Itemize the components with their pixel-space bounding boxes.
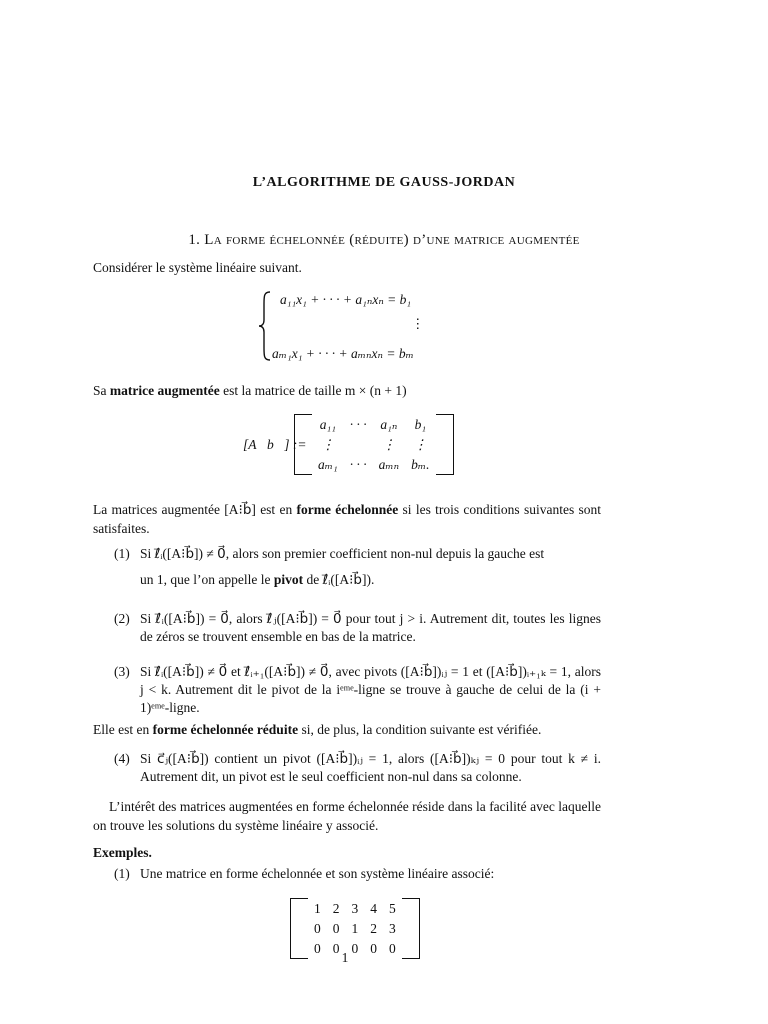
page-title: L’ALGORITHME DE GAUSS-JORDAN	[252, 175, 516, 190]
system-brace	[258, 290, 272, 362]
matrix-cell: 0	[389, 940, 396, 956]
example-number: (1)	[114, 866, 130, 881]
condition-number: (1)	[114, 546, 130, 561]
matrix-bracket-left	[295, 415, 313, 475]
condition-text: Si ℓ⃗ᵢ([A⁝b⃗]) ≠ 0⃗, alors son premier coefficient non-nul depuis la gauche est	[140, 546, 545, 561]
section-heading: 1. La forme échelonnée (réduite) d’une matrice augmentée	[188, 232, 580, 248]
matrix-cell: b₁	[414, 416, 427, 432]
matrix-cell: 0	[332, 940, 340, 956]
matrix-cell: 5	[389, 900, 396, 916]
matrix-cell: 0	[314, 920, 321, 936]
matrix-cell: 3	[351, 900, 359, 916]
augmented-sentence: Sa matrice augmentée est la matrice de taille m × (n + 1)	[93, 383, 407, 398]
matrix-cell: a₁ₙ	[380, 416, 398, 432]
system-vdots: ⋮	[411, 316, 425, 331]
page-number: 1	[341, 950, 349, 965]
system-row-1: a₁₁x₁ + · · · + a₁ₙxₙ = b₁	[280, 292, 412, 307]
pivot-term: pivot	[273, 572, 304, 587]
condition-number: (4)	[114, 751, 130, 766]
matrix-cell: 1	[351, 920, 359, 936]
reduced-term: forme échelonnée réduite	[152, 722, 299, 737]
matrix-cell: · · ·	[349, 456, 367, 472]
intro-text: Considérer le système linéaire suivant.	[93, 260, 302, 275]
matrix-cell: ⋮	[382, 436, 396, 452]
augmented-matrix	[294, 414, 454, 475]
system-row-3: aₘ₁x₁ + · · · + aₘₙxₙ = bₘ	[272, 346, 414, 361]
reduced-sentence: Elle est en forme échelonnée réduite si, de plus, la condition suivante est vérifiée.	[93, 722, 542, 737]
condition-4	[114, 750, 601, 786]
condition-number: (3)	[114, 664, 130, 679]
matrix-cell: aₘ₁	[318, 456, 338, 472]
matrix-cell: bₘ.	[411, 456, 430, 472]
matrix-cell	[344, 435, 373, 455]
example-text: Une matrice en forme échelonnée et son système linéaire associé:	[140, 866, 495, 881]
matrix-cell: · · ·	[349, 416, 367, 432]
condition-2	[114, 610, 601, 646]
examples-heading: Exemples.	[93, 845, 152, 860]
augmented-term: matrice augmentée	[109, 383, 220, 398]
matrix-cell: 1	[314, 900, 321, 916]
matrix-cell: ⋮	[321, 436, 335, 452]
matrix-cell: 0	[370, 940, 377, 956]
condition-text: Si ℓ⃗ᵢ([A⁝b⃗]) ≠ 0⃗ et ℓ⃗ᵢ₊₁([A⁝b⃗]) ≠ 0⃗, avec pivots ([A⁝b⃗])ᵢⱼ = 1 et ([A⁝b⃗])ᵢ₊₁ₖ = 1, alors j < k. Autrement dit le pivot de la iᵉᵐᵉ-ligne se trouve à gauche de celui de la (i + 1)ᵉᵐᵉ-ligne.	[140, 664, 601, 715]
condition-number: (2)	[114, 611, 130, 626]
condition-text: Si ℓ⃗ᵢ([A⁝b⃗]) = 0⃗, alors ℓ⃗ⱼ([A⁝b⃗]) = 0⃗ pour tout j > i. Autrement dit, toutes les lignes de zéros se trouvent ensemble en bas de la matrice.	[140, 611, 601, 644]
example-1	[114, 865, 601, 883]
condition-3	[114, 663, 601, 717]
matrix-cell: 4	[370, 900, 377, 916]
matrix-cell: 0	[351, 940, 359, 956]
matrix-cell: 3	[389, 920, 396, 936]
matrix-cell: 2	[332, 900, 340, 916]
condition-text: un 1, que l’on appelle le pivot de ℓ⃗ᵢ([A⁝b⃗]).	[140, 572, 375, 587]
matrix-cell: aₘₙ	[378, 456, 400, 472]
condition-text: Si c⃗ⱼ([A⁝b⃗]) contient un pivot ([A⁝b⃗])ᵢⱼ = 1, alors ([A⁝b⃗])ₖⱼ = 0 pour tout k ≠ i. Autrement dit, un pivot est le seul coefficient non-nul dans sa colonne.	[140, 751, 601, 784]
matrix-cell: 0	[314, 940, 321, 956]
matrix-cell: 2	[370, 920, 377, 936]
matrix-cell: 0	[332, 920, 340, 936]
matrix-label: [A⁝b⃗] :=	[243, 437, 307, 452]
echelon-intro: La matrices augmentée [A⁝b⃗] est en forme échelonnée si les trois conditions suivantes sont satisfaites.	[93, 502, 601, 536]
condition-1	[114, 545, 601, 589]
matrix-bracket-right	[436, 415, 454, 475]
matrix-cell: a₁₁	[319, 416, 336, 432]
matrix-cell: ⋮	[413, 436, 428, 452]
echelon-term: forme échelonnée	[296, 502, 399, 517]
interest-paragraph: L’intérêt des matrices augmentées en forme échelonnée réside dans la facilité avec laquelle on trouve les solutions du système linéaire y associé.	[93, 799, 601, 833]
